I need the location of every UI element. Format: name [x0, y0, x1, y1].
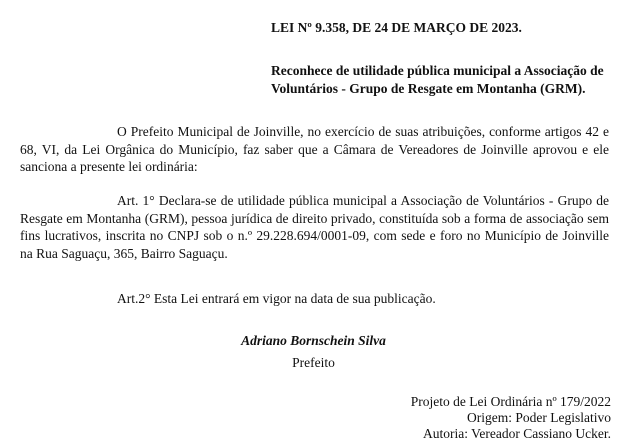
- article-1-paragraph: Art. 1° Declara-se de utilidade pública municipal a Associação de Voluntários - Grupo de Resgate em Montanha (GRM), pessoa jurídica de direito privado, constituída sob a forma de associação sem fins lucrativos, inscrita no CNPJ sob o n.º 29.228.694/0001-09, com sede e foro no Município de Joinville na Rua Saguaçu, 365, Bairro Saguaçu.: [20, 193, 609, 261]
- bill-project-number: Projeto de Lei Ordinária nº 179/2022: [410, 394, 611, 409]
- preamble-paragraph: O Prefeito Municipal de Joinville, no exercício de suas atribuições, conforme artigos 42 e 68, VI, da Lei Orgânica do Município, faz saber que a Câmara de Vereadores de Joinville aprovou e ele sanciona a presente lei ordinária:: [20, 124, 609, 174]
- bill-footer: [411, 394, 611, 442]
- law-summary: Reconhece de utilidade pública municipal a Associação de Voluntários - Grupo de Resgate em Montanha (GRM).: [271, 63, 604, 96]
- signatory-role: Prefeito: [292, 355, 335, 370]
- article-2-paragraph: Art.2° Esta Lei entrará em vigor na data de sua publicação.: [117, 291, 436, 306]
- bill-origin: Origem: Poder Legislativo: [467, 410, 611, 425]
- bill-author: Autoria: Vereador Cassiano Ucker.: [423, 426, 611, 441]
- law-title: LEI Nº 9.358, DE 24 DE MARÇO DE 2023.: [271, 20, 522, 35]
- signatory-name: Adriano Bornschein Silva: [241, 333, 386, 348]
